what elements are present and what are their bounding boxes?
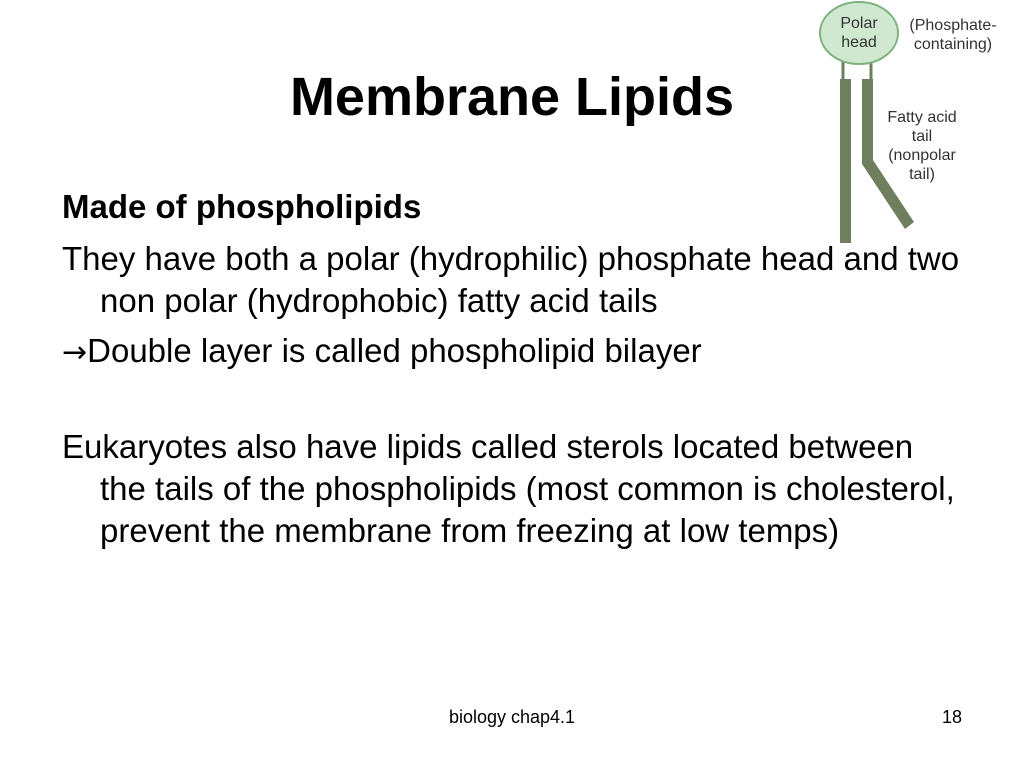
polar-head-label — [820, 14, 898, 52]
arrow-right-icon: → — [62, 335, 88, 370]
phosphate-label — [904, 16, 1002, 54]
polar-head-label-line2: head — [841, 34, 877, 51]
slide-number: 18 — [941, 707, 962, 727]
slide-title: Membrane Lipids — [289, 67, 735, 127]
bullet-polar-head-tails: They have both a polar (hydrophilic) phosphate head and two non polar (hydrophobic) fatty acid tails — [62, 240, 960, 319]
tail-label-line4: tail) — [909, 166, 935, 183]
fatty-acid-tail-label — [880, 108, 964, 184]
bullet-made-of-phospholipids: Made of phospholipids — [62, 188, 422, 225]
phosphate-label-line2: containing) — [913, 36, 993, 53]
tail-label-line2: tail — [911, 128, 933, 145]
bullet-bilayer — [62, 330, 962, 374]
slide-body — [62, 180, 962, 560]
bullet-bilayer-text: Double layer is called phospholipid bilayer — [87, 332, 702, 369]
bullet-sterols: Eukaryotes also have lipids called sterols located between the tails of the phospholipids (most common is cholesterol, prevent the membrane from freezing at low temps) — [62, 428, 955, 549]
tail-label-line3: (nonpolar — [888, 147, 956, 164]
tail-label-line1: Fatty acid — [887, 109, 957, 126]
phosphate-label-line1: (Phosphate- — [909, 17, 997, 34]
polar-head-label-line1: Polar — [840, 15, 878, 32]
footer-text: biology chap4.1 — [448, 707, 576, 727]
